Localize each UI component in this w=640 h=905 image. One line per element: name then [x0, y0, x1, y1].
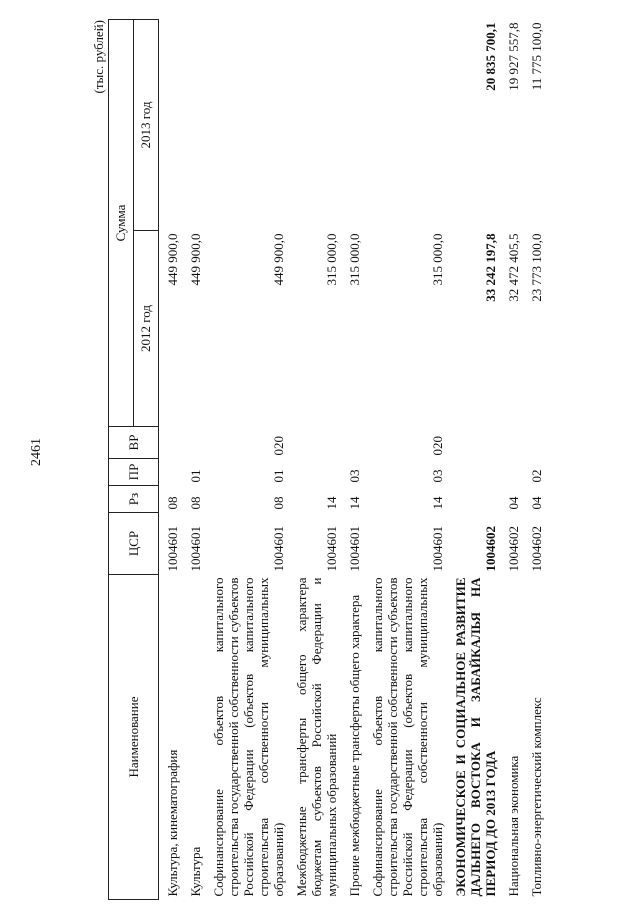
row-amount-2013: [368, 20, 447, 231]
row-csr: 1004601: [165, 526, 180, 572]
row-name: Культура: [188, 846, 203, 897]
row-amount-2013: [163, 20, 182, 231]
budget-table: [108, 19, 546, 900]
header-csr: ЦСР: [109, 513, 159, 575]
row-rz: 04: [529, 496, 544, 510]
row-csr: 1004601: [430, 526, 445, 572]
row-csr: 1004602: [483, 526, 498, 572]
row-name: Национальная экономика: [506, 755, 521, 897]
row-pr: [451, 459, 500, 486]
row-vr: [527, 427, 546, 459]
row-pr: [292, 459, 341, 486]
row-vr: [186, 427, 205, 459]
table-body: [159, 20, 547, 900]
header-sum: Сумма: [109, 20, 134, 427]
row-pr: 02: [529, 469, 544, 483]
row-amount-2012: 449 900,0: [188, 233, 203, 286]
header-vr: ВР: [109, 427, 159, 459]
table-row: [527, 20, 546, 900]
row-vr: [345, 427, 364, 459]
row-pr: 03: [347, 469, 362, 483]
row-csr: 1004601: [324, 526, 339, 572]
row-pr: [504, 459, 523, 486]
row-amount-2012: 33 242 197,8: [483, 233, 498, 302]
row-rz: 08: [188, 496, 203, 510]
table-row: [504, 20, 523, 900]
row-name: Культура, кинематография: [165, 749, 180, 897]
row-amount-2013: [209, 20, 288, 231]
row-pr: 03: [430, 469, 445, 483]
row-rz: [451, 486, 500, 513]
row-rz: 14: [324, 496, 339, 510]
row-name: Софинансирование объектов капитального строительства государственной собственности субъектов Российской Федерации (объектов капитального строительства собственности муниципальных образований): [211, 577, 286, 897]
row-amount-2012: 449 900,0: [271, 233, 286, 286]
row-rz: 08: [271, 496, 286, 510]
table-row: [186, 20, 205, 900]
row-pr: 01: [188, 469, 203, 483]
row-vr: [451, 427, 500, 459]
row-rz: 08: [165, 496, 180, 510]
row-name: ЭКОНОМИЧЕСКОЕ И СОЦИАЛЬНОЕ РАЗВИТИЕ ДАЛЬНЕГО ВОСТОКА И ЗАБАЙКАЛЬЯ НА ПЕРИОД ДО 2013 ГОДА: [453, 577, 498, 897]
row-amount-2013: 19 927 557,8: [506, 22, 521, 91]
table-row: [345, 20, 364, 900]
row-pr: [163, 459, 182, 486]
table-row: [292, 20, 341, 900]
header-rz: Рз: [109, 486, 159, 513]
row-amount-2013: 20 835 700,1: [483, 22, 498, 91]
row-amount-2013: [186, 20, 205, 231]
row-name: Софинансирование объектов капитального строительства государственной собственности субъектов Российской Федерации (объектов капитального строительства собственности муниципальных образований): [370, 577, 445, 897]
row-csr: 1004601: [347, 526, 362, 572]
row-rz: 14: [347, 496, 362, 510]
table-row: [368, 20, 447, 900]
row-name: Межбюджетные трансферты общего характера бюджетам субъектов Российской Федерации и муниципальных образований: [294, 577, 339, 897]
header-2013: 2013 год: [134, 20, 159, 231]
row-amount-2013: [345, 20, 364, 231]
row-vr: [163, 427, 182, 459]
table-row: [209, 20, 288, 900]
page-number: 2461: [29, 438, 44, 466]
row-rz: 04: [506, 496, 521, 510]
row-vr: [504, 427, 523, 459]
header-name: Наименование: [109, 575, 159, 900]
row-name: Топливно-энергетический комплекс: [529, 697, 544, 897]
row-rz: 14: [430, 496, 445, 510]
header-2012: 2012 год: [134, 231, 159, 427]
table-row: [451, 20, 500, 900]
row-csr: 1004602: [529, 526, 544, 572]
row-vr: [292, 427, 341, 459]
row-amount-2013: 11 775 100,0: [529, 22, 544, 91]
row-amount-2012: 23 773 100,0: [529, 233, 544, 302]
row-amount-2012: 32 472 405,5: [506, 233, 521, 302]
row-amount-2013: [292, 20, 341, 231]
row-amount-2012: 315 000,0: [324, 233, 339, 286]
row-vr: 020: [271, 436, 286, 456]
row-amount-2012: 315 000,0: [347, 233, 362, 286]
row-name: Прочие межбюджетные трансферты общего характера: [347, 594, 362, 897]
row-csr: 1004601: [271, 526, 286, 572]
units-label: (тыс. рублей): [91, 20, 106, 94]
row-csr: 1004601: [188, 526, 203, 572]
row-csr: 1004602: [506, 526, 521, 572]
row-vr: 020: [430, 436, 445, 456]
row-amount-2012: 315 000,0: [430, 233, 445, 286]
table-row: [163, 20, 182, 900]
header-pr: ПР: [109, 459, 159, 486]
row-pr: 01: [271, 469, 286, 483]
rotated-page-content: [90, 20, 590, 900]
row-amount-2012: 449 900,0: [165, 233, 180, 286]
